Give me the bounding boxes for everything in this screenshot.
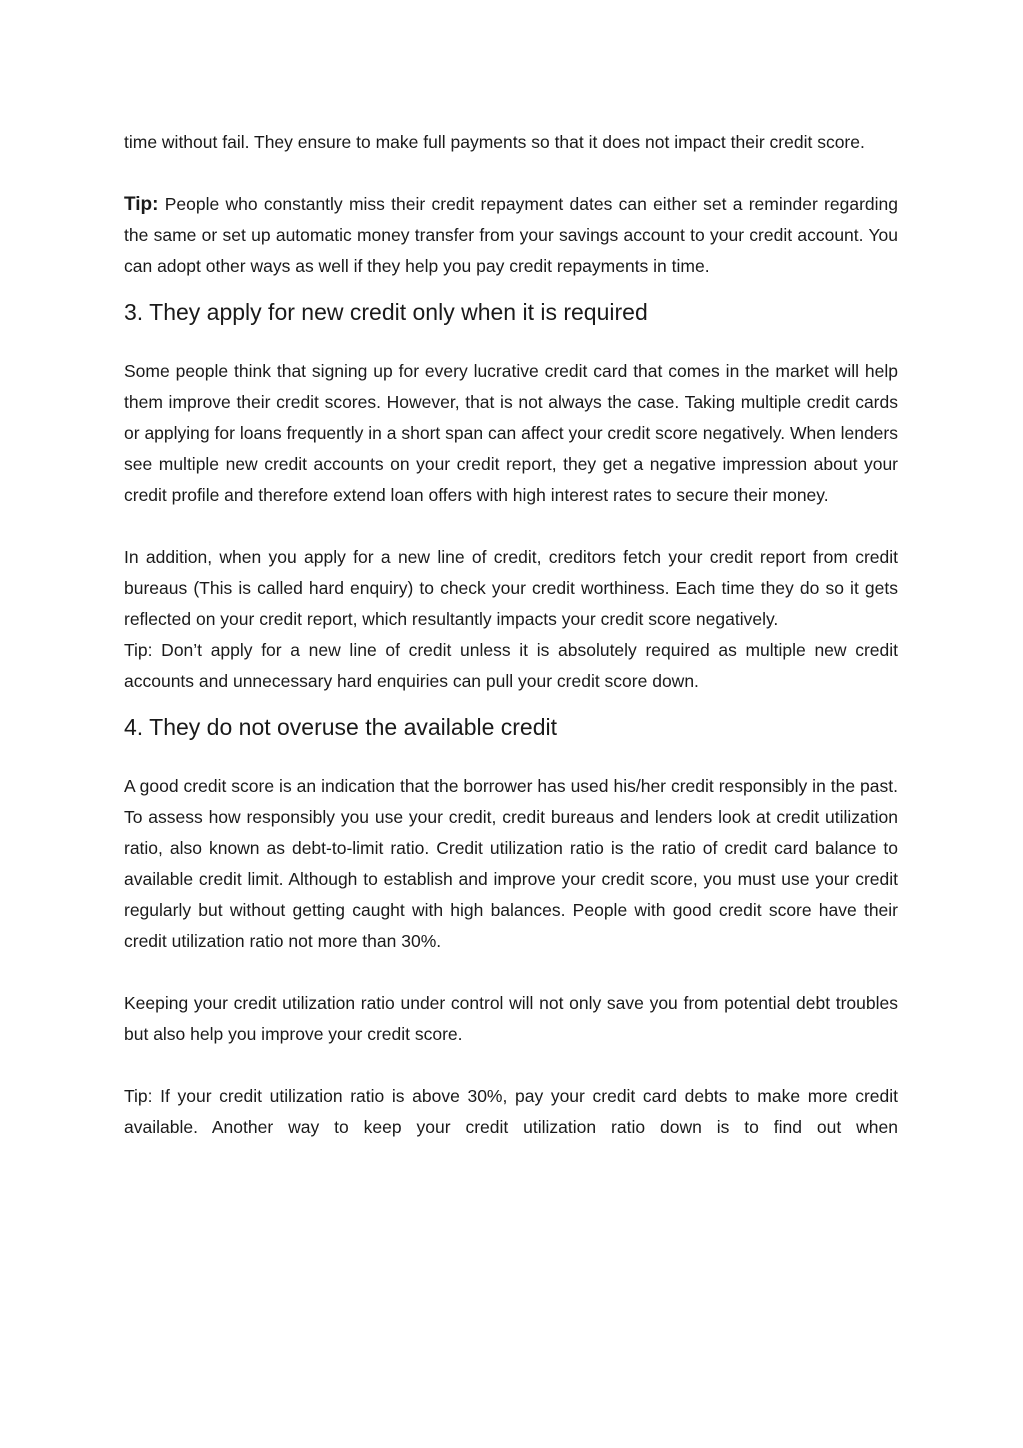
section4-tip: Tip: If your credit utilization ratio is above 30%, pay your credit card debts to make more credit available. Another way to keep your credit utilization ratio down is to find out when (124, 1086, 898, 1137)
section4-paragraph-1: A good credit score is an indication that the borrower has used his/her credit responsibly in the past. To assess how responsibly you use your credit, credit bureaus and lenders look at credit utilization ratio, also known as debt-to-limit ratio. Credit utilization ratio is the ratio of credit card balance to available credit limit. Although to establish and improve your credit score, you must use your credit regularly but without getting caught with high balances. People with good credit score have their credit utilization ratio not more than 30%. (124, 776, 898, 951)
spacer (124, 957, 898, 988)
spacer (124, 158, 898, 189)
tip-paragraph (124, 189, 898, 282)
tip-text: People who constantly miss their credit repayment dates can either set a reminder regarding the same or set up automatic money transfer from your savings account to your credit account. You can adopt other ways as well if they help you pay credit repayments in time. (124, 194, 898, 276)
section-heading-3: 3. They apply for new credit only when it is required (124, 299, 648, 325)
section3-paragraph-1: Some people think that signing up for every lucrative credit card that comes in the market will help them improve their credit scores. However, that is not always the case. Taking multiple credit cards or applying for loans frequently in a short span can affect your credit score negatively. When lenders see multiple new credit accounts on your credit report, they get a negative impression about your credit profile and therefore extend loan offers with high interest rates to secure their money. (124, 361, 898, 505)
spacer (124, 282, 898, 297)
section-heading-4: 4. They do not overuse the available credit (124, 714, 558, 740)
spacer (124, 1050, 898, 1081)
document-page (124, 127, 898, 1143)
intro-paragraph: time without fail. They ensure to make full payments so that it does not impact their credit score. (124, 132, 865, 152)
spacer (124, 511, 898, 542)
section4-paragraph-2: Keeping your credit utilization ratio under control will not only save you from potential debt troubles but also help you improve your credit score. (124, 993, 898, 1044)
section3-paragraph-2: In addition, when you apply for a new line of credit, creditors fetch your credit report from credit bureaus (This is called hard enquiry) to check your credit worthiness. Each time they do so it gets reflected on your credit report, which resultantly impacts your credit score negatively. (124, 547, 898, 629)
tip-label: Tip: (124, 194, 159, 215)
section3-tip: Tip: Don’t apply for a new line of credit unless it is absolutely required as multiple new credit accounts and unnecessary hard enquiries can pull your credit score down. (124, 640, 898, 691)
spacer (124, 697, 898, 712)
spacer (124, 743, 898, 771)
spacer (124, 328, 898, 356)
